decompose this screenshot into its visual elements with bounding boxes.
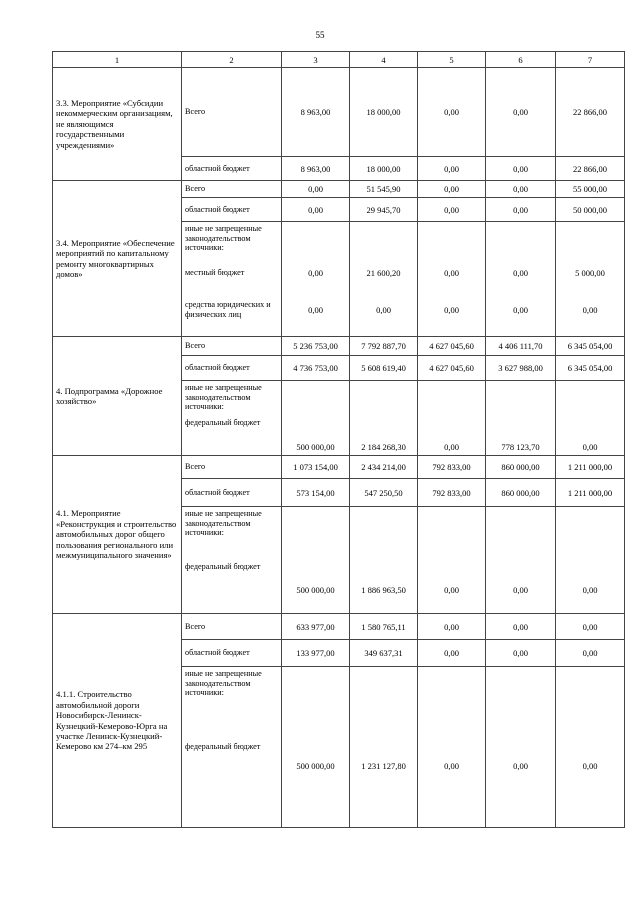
value-cell: 778 123,70 [486,381,556,456]
value-cell: 4 736 753,00 [282,356,350,381]
measure-label: 4.1. Мероприятие «Реконструкция и строительство автомобильных дорог общего пользования регионального или межмуниципального значения» [53,456,182,614]
value-cell: 1 211 000,00 [556,479,625,507]
value-cell: 0,00 [556,667,625,828]
value-cell: 22 866,00 [556,68,625,157]
source-note: иные не запрещенные законодательством источники: [185,509,262,538]
value-cell: 0,00 [282,262,350,284]
source-cell: Всего [182,456,282,479]
source-cell: областной бюджет [182,479,282,507]
value-cell: 51 545,90 [350,181,418,198]
value-cell: 0,00 [418,68,486,157]
value-cell: 0,00 [486,640,556,667]
value-cell: 0,00 [556,507,625,614]
value-cell: 0,00 [556,381,625,456]
header-row [53,52,625,68]
value-cell: 500 000,00 [282,381,350,456]
source-cell: местный бюджет [182,262,282,284]
header-cell: 3 [282,52,350,68]
source-cell: областной бюджет [182,157,282,181]
value-cell: 18 000,00 [350,68,418,157]
value-cell: 0,00 [556,640,625,667]
value-cell: 1 073 154,00 [282,456,350,479]
table-row [53,337,625,356]
value-cell: 0,00 [418,507,486,614]
value-cell: 0,00 [486,157,556,181]
value-cell: 0,00 [486,284,556,337]
value-cell: 0,00 [418,614,486,640]
value-cell: 8 963,00 [282,157,350,181]
value-cell: 2 434 214,00 [350,456,418,479]
measure-label: 3.3. Мероприятие «Субсидии некоммерческим организациям, не являющимся государственными учреждениями» [53,68,182,181]
value-cell: 0,00 [282,181,350,198]
source-cell: Всего [182,68,282,157]
value-cell [556,222,625,262]
value-cell: 0,00 [282,198,350,222]
measure-label: 4. Подпрограмма «Дорожное хозяйство» [53,337,182,456]
source-cell: областной бюджет [182,640,282,667]
source-label: федеральный бюджет [185,418,261,428]
value-cell: 860 000,00 [486,456,556,479]
measure-label: 3.4. Мероприятие «Обеспечение мероприятий по капитальному ремонту многоквартирных домов» [53,181,182,337]
value-cell: 633 977,00 [282,614,350,640]
value-cell: 50 000,00 [556,198,625,222]
value-cell: 0,00 [486,614,556,640]
table-row [53,181,625,198]
value-cell: 0,00 [486,507,556,614]
value-cell: 18 000,00 [350,157,418,181]
source-cell [182,507,282,614]
source-cell [182,667,282,828]
value-cell: 0,00 [350,284,418,337]
value-cell: 1 886 963,50 [350,507,418,614]
value-cell: 0,00 [418,640,486,667]
source-label: федеральный бюджет [185,742,261,752]
value-cell: 5 000,00 [556,262,625,284]
value-cell: 0,00 [556,614,625,640]
value-cell: 55 000,00 [556,181,625,198]
source-cell: средства юридических и физических лиц [182,284,282,337]
value-cell [282,222,350,262]
source-cell: Всего [182,181,282,198]
value-cell: 5 608 619,40 [350,356,418,381]
value-cell: 0,00 [418,262,486,284]
header-cell: 5 [418,52,486,68]
value-cell: 6 345 054,00 [556,356,625,381]
header-cell: 7 [556,52,625,68]
value-cell [350,222,418,262]
value-cell: 500 000,00 [282,667,350,828]
value-cell: 0,00 [418,157,486,181]
value-cell: 1 211 000,00 [556,456,625,479]
value-cell: 1 231 127,80 [350,667,418,828]
value-cell: 860 000,00 [486,479,556,507]
value-cell: 0,00 [282,284,350,337]
value-cell: 4 406 111,70 [486,337,556,356]
value-cell: 5 236 753,00 [282,337,350,356]
value-cell: 21 600,20 [350,262,418,284]
source-note: иные не запрещенные законодательством источники: [185,669,262,698]
value-cell: 0,00 [556,284,625,337]
header-cell: 4 [350,52,418,68]
value-cell: 22 866,00 [556,157,625,181]
header-cell: 1 [53,52,182,68]
value-cell: 0,00 [486,262,556,284]
source-cell [182,381,282,456]
source-note: иные не запрещенные законодательством источники: [185,383,262,412]
value-cell: 3 627 988,00 [486,356,556,381]
value-cell: 792 833,00 [418,456,486,479]
source-cell: Всего [182,337,282,356]
value-cell: 547 250,50 [350,479,418,507]
value-cell: 0,00 [486,198,556,222]
value-cell [486,222,556,262]
value-cell: 0,00 [418,381,486,456]
value-cell: 0,00 [486,181,556,198]
value-cell: 0,00 [418,198,486,222]
table-row [53,614,625,640]
value-cell: 500 000,00 [282,507,350,614]
value-cell: 0,00 [418,667,486,828]
source-cell: иные не запрещенные законодательством источники: [182,222,282,262]
header-cell: 6 [486,52,556,68]
value-cell: 4 627 045,60 [418,337,486,356]
budget-table [52,51,625,828]
table-row [53,68,625,157]
value-cell [418,222,486,262]
value-cell: 573 154,00 [282,479,350,507]
value-cell: 8 963,00 [282,68,350,157]
measure-label: 4.1.1. Строительство автомобильной дороги Новосибирск-Ленинск-Кузнецкий-Кемерово-Юрга на участке Ленинск-Кузнецкий-Кемерово км 274–км 295 [53,614,182,828]
table-row [53,456,625,479]
value-cell: 0,00 [418,181,486,198]
value-cell: 0,00 [486,68,556,157]
value-cell: 792 833,00 [418,479,486,507]
value-cell: 6 345 054,00 [556,337,625,356]
value-cell: 1 580 765,11 [350,614,418,640]
value-cell: 133 977,00 [282,640,350,667]
page-number: 55 [315,30,325,40]
value-cell: 0,00 [486,667,556,828]
header-cell: 2 [182,52,282,68]
value-cell: 29 945,70 [350,198,418,222]
value-cell: 349 637,31 [350,640,418,667]
value-cell: 0,00 [418,284,486,337]
source-cell: Всего [182,614,282,640]
source-cell: областной бюджет [182,356,282,381]
source-label: федеральный бюджет [185,562,261,572]
value-cell: 2 184 268,30 [350,381,418,456]
value-cell: 4 627 045,60 [418,356,486,381]
value-cell: 7 792 887,70 [350,337,418,356]
source-cell: областной бюджет [182,198,282,222]
